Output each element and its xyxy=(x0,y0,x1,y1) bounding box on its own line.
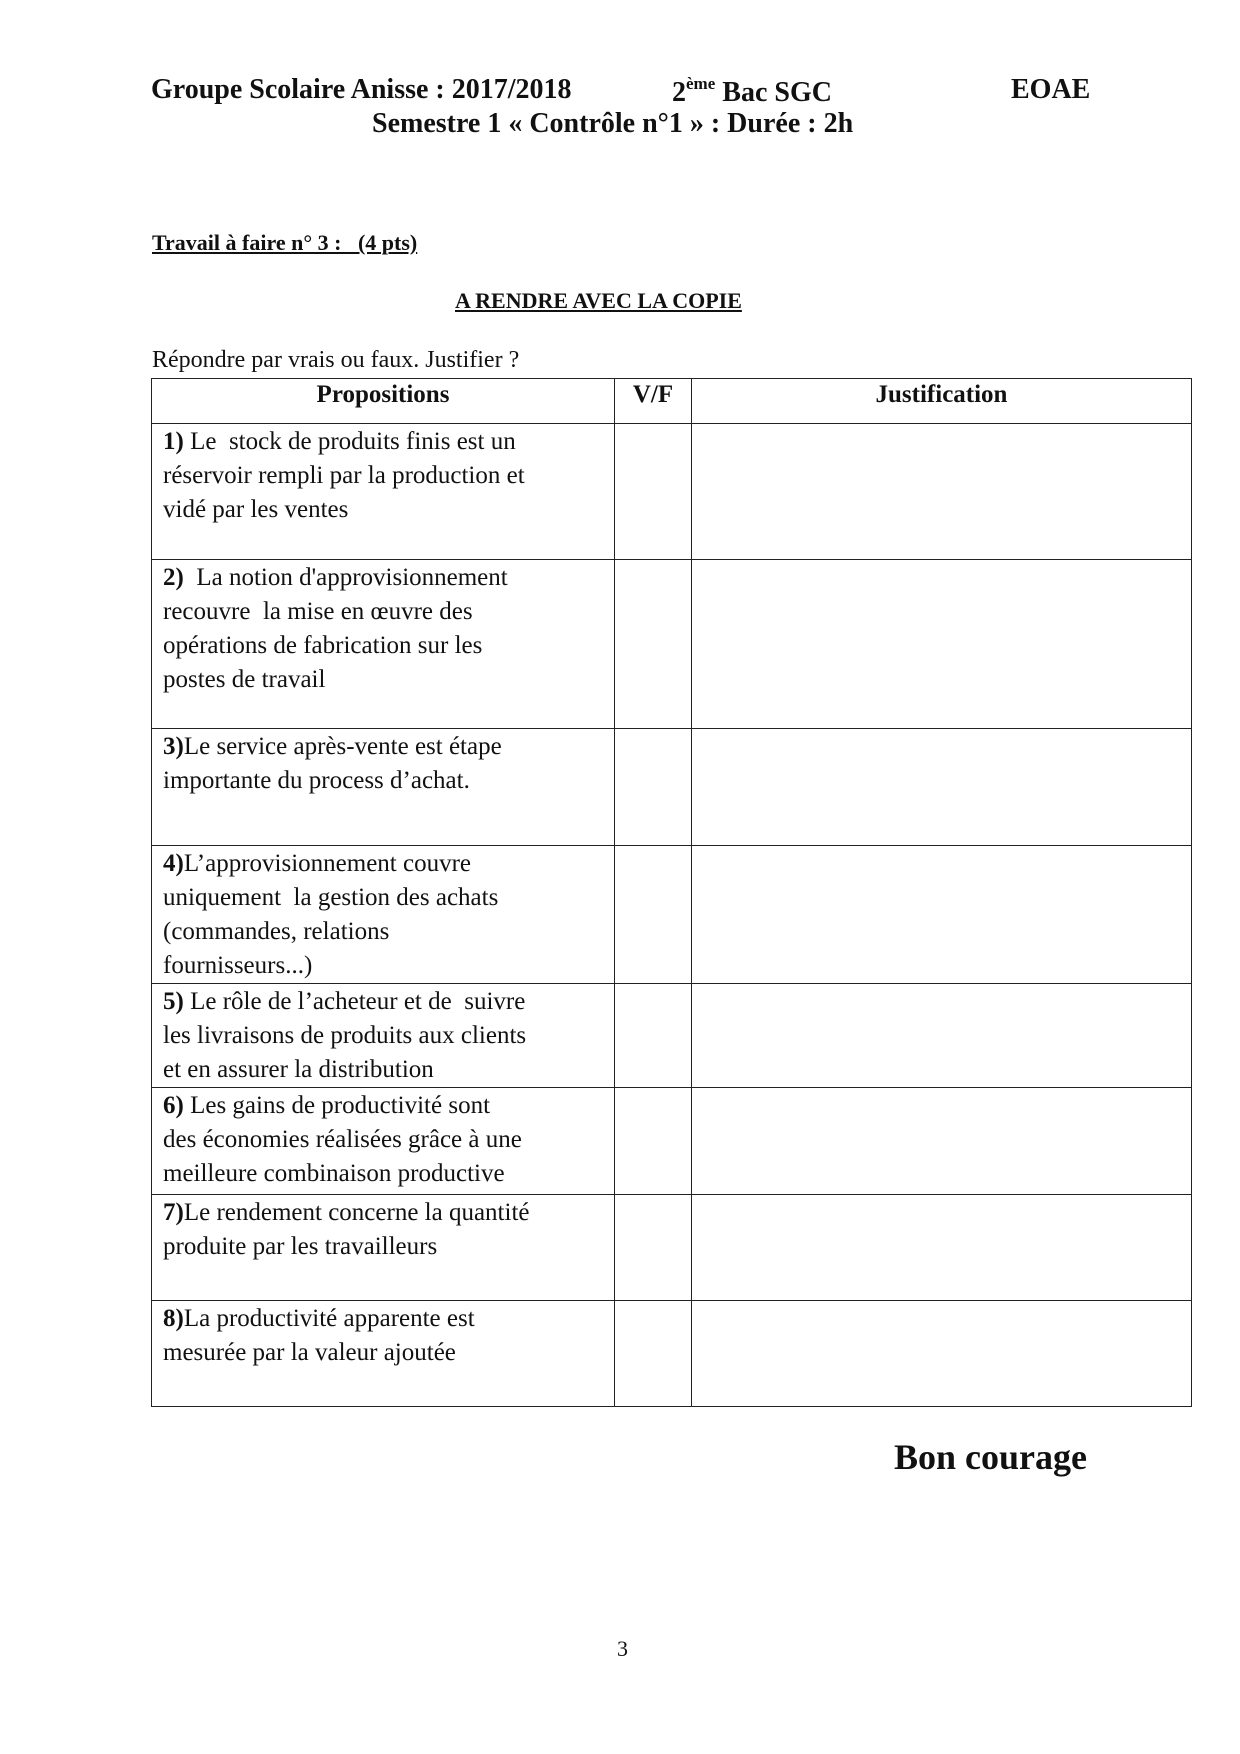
justification-answer-cell[interactable] xyxy=(692,1088,1192,1195)
table-row xyxy=(152,1088,1192,1195)
instruction-text: Répondre par vrais ou faux. Justifier ? xyxy=(152,347,520,373)
proposition-line: des économies réalisées grâce à une xyxy=(163,1126,522,1153)
true-false-table xyxy=(151,378,1192,1407)
proposition-line: et en assurer la distribution xyxy=(163,1056,434,1083)
class-level-name: Bac SGC xyxy=(715,77,832,108)
proposition-number: 2) xyxy=(163,564,184,591)
class-level-header xyxy=(672,74,832,109)
proposition-cell xyxy=(152,729,615,846)
justification-answer-cell[interactable] xyxy=(692,846,1192,984)
vf-header: V/F xyxy=(615,379,692,424)
justification-answer-cell[interactable] xyxy=(692,1195,1192,1301)
proposition-line: Le stock de produits finis est un xyxy=(183,428,516,455)
proposition-line: mesurée par la valeur ajoutée xyxy=(163,1339,456,1366)
proposition-line: Le rendement concerne la quantité xyxy=(183,1199,530,1226)
table-row xyxy=(152,1301,1192,1407)
proposition-line: importante du process d’achat. xyxy=(163,767,470,794)
proposition-line: La notion d'approvisionnement xyxy=(183,564,508,591)
proposition-number: 3) xyxy=(163,733,184,760)
subject-code-header: EOAE xyxy=(1011,74,1091,105)
proposition-cell xyxy=(152,984,615,1088)
proposition-cell xyxy=(152,846,615,984)
justification-answer-cell[interactable] xyxy=(692,424,1192,560)
vf-answer-cell[interactable] xyxy=(615,424,692,560)
vf-answer-cell[interactable] xyxy=(615,729,692,846)
proposition-number: 8) xyxy=(163,1305,184,1332)
proposition-line: (commandes, relations xyxy=(163,918,390,945)
proposition-line: L’approvisionnement couvre xyxy=(183,850,472,877)
proposition-line: opérations de fabrication sur les xyxy=(163,632,483,659)
proposition-line: uniquement la gestion des achats xyxy=(163,884,499,911)
exam-subtitle: Semestre 1 « Contrôle n°1 » : Durée : 2h xyxy=(372,108,854,139)
proposition-number: 5) xyxy=(163,988,184,1015)
table-header-row xyxy=(152,379,1192,424)
proposition-cell xyxy=(152,1088,615,1195)
proposition-number: 6) xyxy=(163,1092,184,1119)
closing-message: Bon courage xyxy=(894,1437,1087,1477)
proposition-cell xyxy=(152,1195,615,1301)
table-row xyxy=(152,560,1192,729)
vf-answer-cell[interactable] xyxy=(615,560,692,729)
justification-answer-cell[interactable] xyxy=(692,984,1192,1088)
proposition-line: les livraisons de produits aux clients xyxy=(163,1022,527,1049)
justification-answer-cell[interactable] xyxy=(692,1301,1192,1407)
proposition-line: Le rôle de l’acheteur et de suivre xyxy=(183,988,526,1015)
proposition-number: 4) xyxy=(163,850,184,877)
table-row xyxy=(152,846,1192,984)
proposition-cell xyxy=(152,560,615,729)
justification-answer-cell[interactable] xyxy=(692,729,1192,846)
proposition-line: Le service après-vente est étape xyxy=(183,733,502,760)
vf-answer-cell[interactable] xyxy=(615,1088,692,1195)
vf-answer-cell[interactable] xyxy=(615,846,692,984)
vf-answer-cell[interactable] xyxy=(615,984,692,1088)
proposition-line: Les gains de productivité sont xyxy=(183,1092,491,1119)
table-row xyxy=(152,729,1192,846)
proposition-line: La productivité apparente est xyxy=(183,1305,475,1332)
proposition-number: 1) xyxy=(163,428,184,455)
class-level-superscript: ème xyxy=(686,74,716,93)
task-title: Travail à faire n° 3 : (4 pts) xyxy=(152,230,418,255)
propositions-header: Propositions xyxy=(152,379,615,424)
proposition-line: vidé par les ventes xyxy=(163,496,349,523)
vf-answer-cell[interactable] xyxy=(615,1195,692,1301)
proposition-line: fournisseurs...) xyxy=(163,952,313,979)
table-row xyxy=(152,1195,1192,1301)
proposition-line: produite par les travailleurs xyxy=(163,1233,438,1260)
class-level-number: 2 xyxy=(672,77,686,108)
page-number: 3 xyxy=(617,1636,628,1661)
school-year-header: Groupe Scolaire Anisse : 2017/2018 xyxy=(151,74,572,105)
proposition-cell xyxy=(152,1301,615,1407)
table-row xyxy=(152,984,1192,1088)
proposition-cell xyxy=(152,424,615,560)
proposition-line: recouvre la mise en œuvre des xyxy=(163,598,473,625)
justification-answer-cell[interactable] xyxy=(692,560,1192,729)
proposition-line: postes de travail xyxy=(163,666,326,693)
justification-header: Justification xyxy=(692,379,1192,424)
proposition-line: réservoir rempli par la production et xyxy=(163,462,525,489)
vf-answer-cell[interactable] xyxy=(615,1301,692,1407)
proposition-line: meilleure combinaison productive xyxy=(163,1160,505,1187)
hand-in-notice: A RENDRE AVEC LA COPIE xyxy=(455,288,742,313)
table-row xyxy=(152,424,1192,560)
proposition-number: 7) xyxy=(163,1199,184,1226)
